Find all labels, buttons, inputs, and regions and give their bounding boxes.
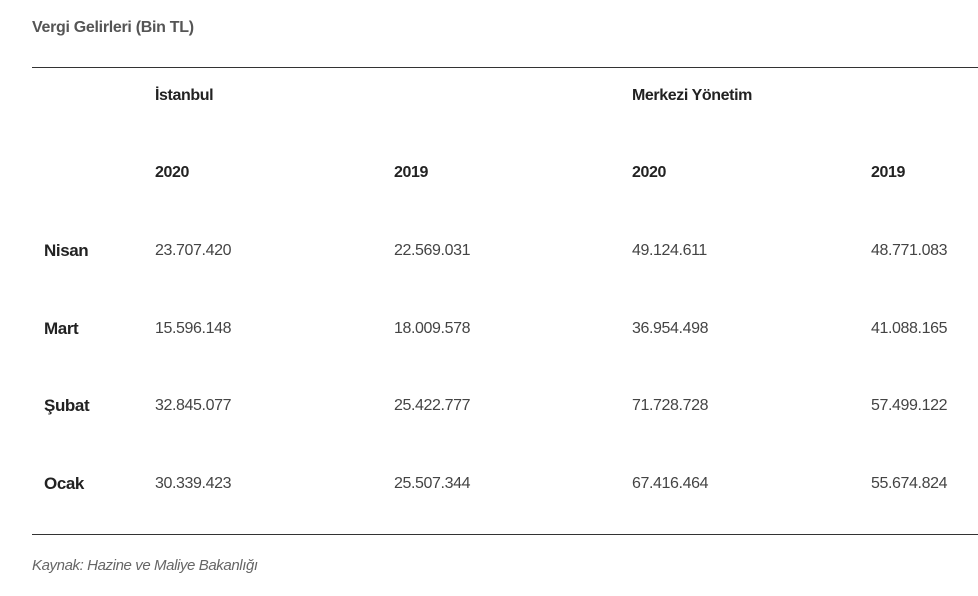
table-cell: 23.707.420 xyxy=(155,242,232,259)
table-cell: 55.674.824 xyxy=(871,475,948,492)
table-cell: 71.728.728 xyxy=(632,397,709,414)
source-note: Kaynak: Hazine ve Maliye Bakanlığı xyxy=(32,557,258,574)
year-header: 2020 xyxy=(632,164,666,181)
row-label: Mart xyxy=(44,319,79,338)
table-cell: 18.009.578 xyxy=(394,320,471,337)
bottom-divider xyxy=(32,534,978,535)
table-cell: 32.845.077 xyxy=(155,397,232,414)
table-cell: 36.954.498 xyxy=(632,320,709,337)
table-title: Vergi Gelirleri (Bin TL) xyxy=(32,19,194,36)
table-cell: 25.507.344 xyxy=(394,475,471,492)
year-header: 2019 xyxy=(394,164,428,181)
year-header: 2019 xyxy=(871,164,905,181)
table-cell: 48.771.083 xyxy=(871,242,948,259)
row-label: Ocak xyxy=(44,474,84,493)
table-cell: 49.124.611 xyxy=(632,242,707,259)
row-label: Şubat xyxy=(44,396,90,415)
table-cell: 67.416.464 xyxy=(632,475,709,492)
table-cell: 25.422.777 xyxy=(394,397,471,414)
table-cell: 41.088.165 xyxy=(871,320,948,337)
table-cell: 57.499.122 xyxy=(871,397,948,414)
group-header-istanbul: İstanbul xyxy=(155,87,214,104)
row-label: Nisan xyxy=(44,241,89,260)
table-cell: 22.569.031 xyxy=(394,242,471,259)
top-divider xyxy=(32,67,978,68)
group-header-merkezi-yonetim: Merkezi Yönetim xyxy=(632,87,752,104)
table-cell: 15.596.148 xyxy=(155,320,232,337)
table-cell: 30.339.423 xyxy=(155,475,232,492)
year-header: 2020 xyxy=(155,164,189,181)
